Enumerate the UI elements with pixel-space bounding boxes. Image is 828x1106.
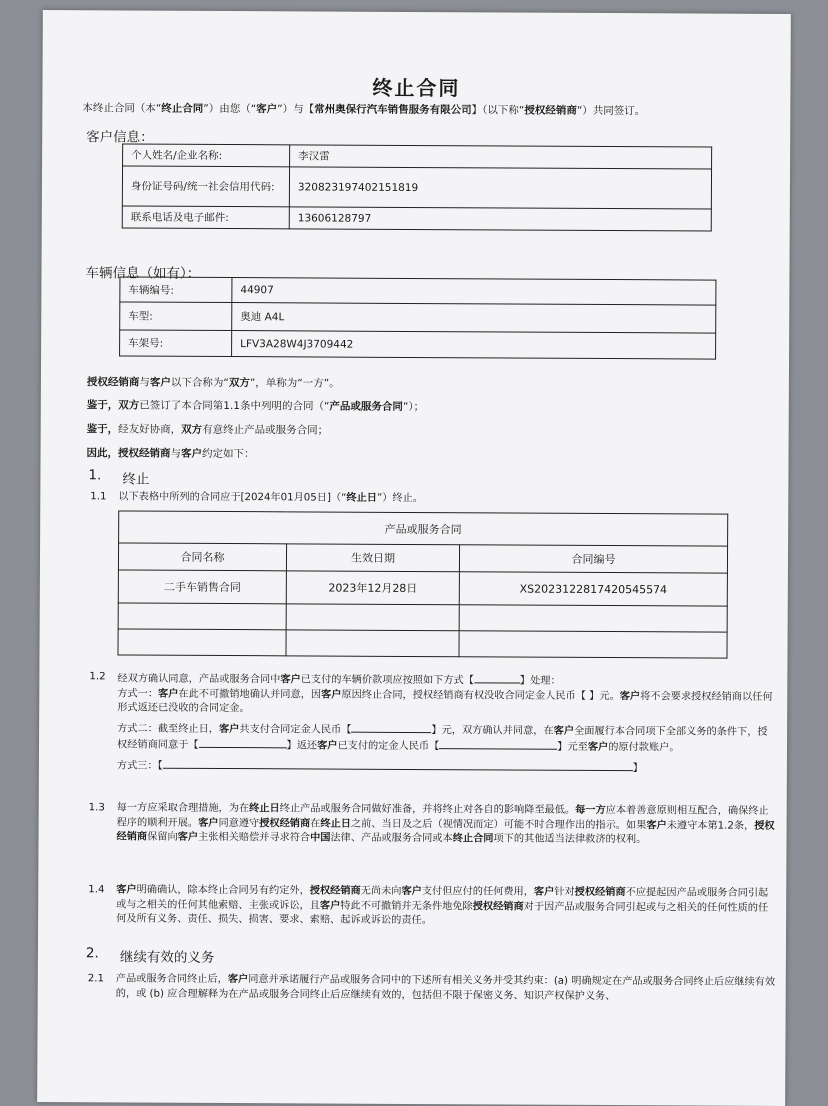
table-row [118, 570, 727, 606]
contract-paper [37, 10, 791, 1106]
column-header: 合同名称 [118, 543, 286, 571]
table-row [118, 629, 727, 658]
table-row [120, 330, 716, 359]
field-value: 44907 [232, 278, 716, 306]
customer-table [122, 143, 712, 231]
field-value: 13606128797 [289, 207, 711, 231]
field-label: 车辆编号: [120, 277, 232, 303]
whereas-2: 鉴于，经友好协商，双方有意终止产品或服务合同； [86, 423, 329, 437]
clause-number: 1.2 [89, 671, 106, 683]
table-row [122, 206, 711, 231]
table-caption: 产品或服务合同 [119, 511, 728, 546]
method-2: 方式二：截至终止日，客户共支付合同定金人民币【 】元，双方确认并同意，在客户全面履行本合同项下全部义务的条件下，授权经销商同意于【 】返还客户已支付的定金人民币【 】元至客户的原付款账户。 [116, 722, 768, 754]
table-cell [459, 631, 727, 658]
blank-line [351, 721, 431, 732]
table-cell [118, 603, 286, 630]
table-cell: 2023年12月28日 [286, 571, 459, 605]
customer-info-heading: 客户信息： [86, 129, 154, 146]
therefore-line: 因此，授权经销商与客户约定如下： [86, 447, 255, 461]
clause-1-4: 客户明确确认，除本终止合同另有约定外，授权经销商无尚未向客户支付但应付的任何费用，客户针对授权经销商不应提起因产品或服务合同引起或与之相关的任何其他索赔、主张或诉讼，且客户特此不可撤销并无条件地免除授权经销商对于因产品或服务合同引起或与之相关的任何性质的任何及所有义务、责任、损失、损害、要求、索赔、起诉或诉讼的责任。 [116, 884, 769, 927]
clause-number: 1.4 [88, 884, 105, 896]
section-2-number: 2. [85, 945, 99, 962]
blank-line [439, 738, 557, 750]
vehicle-info-heading: 车辆信息（如有）： [85, 265, 201, 282]
blank-line [199, 737, 287, 748]
clause-2-1: 产品或服务合同终止后，客户同意并承诺履行产品或服务合同中的下述所有相关义务并受其约束：(a) 明确规定在产品或服务合同终止后应继续有效的，或 (b) 应合理解释为在产品或服务合同终止后应继续有效的，包括但不限于保密义务、知识产权保护义务、 [115, 973, 776, 1002]
field-label: 个人姓名/企业名称: [123, 144, 290, 167]
field-label: 车型: [120, 302, 232, 331]
contracts-table [117, 510, 728, 658]
section-1-title: 终止 [122, 471, 150, 488]
clause-number: 1.1 [90, 491, 107, 503]
table-row [122, 166, 711, 209]
intro-paragraph: 本终止合同（本“终止合同”）由您（“客户”）与【常州奥保行汽车销售服务有限公司】（以下称“授权经销商”）共同签订。 [82, 102, 646, 118]
blank-line [163, 757, 633, 770]
whereas-1: 鉴于，双方已签订了本合同第1.1条中列明的合同（“产品或服务合同”）； [86, 399, 425, 414]
method-3: 方式三：【 】 [117, 757, 777, 777]
field-value: LFV3A28W4J3709442 [232, 331, 716, 360]
section-1-number: 1. [88, 467, 102, 484]
clause-1-2-intro: 经双方确认同意，产品或服务合同中客户已支付的车辆价款项应按照如下方式【 】处理： [117, 673, 561, 687]
vehicle-table [119, 276, 716, 359]
table-cell [286, 630, 459, 657]
field-value: 奥迪 A4L [232, 303, 716, 334]
clause-number: 1.3 [88, 802, 105, 814]
clause-1-2 [117, 670, 778, 776]
table-row [123, 144, 712, 169]
field-label: 车架号: [120, 330, 232, 357]
document-title: 终止合同 [372, 75, 461, 101]
table-header-row [119, 511, 728, 546]
blank-line [474, 672, 520, 683]
column-header: 生效日期 [286, 544, 459, 572]
table-cell [459, 605, 727, 632]
clause-1-1: 以下表格中所列的合同应于[2024年01月05日]（“终止日”）终止。 [118, 491, 424, 505]
table-cell: 二手车销售合同 [118, 570, 286, 604]
field-label: 身份证号码/统一社会信用代码: [122, 166, 289, 207]
table-cell: XS2023122817420545574 [459, 572, 727, 606]
column-header: 合同编号 [459, 545, 727, 573]
field-label: 联系电话及电子邮件: [122, 206, 289, 229]
table-header-row [118, 543, 727, 573]
table-cell [286, 604, 459, 631]
table-cell [118, 629, 286, 656]
clause-number: 2.1 [87, 973, 105, 985]
table-row [120, 302, 716, 333]
table-row [120, 277, 716, 305]
section-2-title: 继续有效的义务 [119, 949, 215, 966]
clause-1-3: 每一方应采取合理措施，为在终止日终止产品或服务合同做好准备，并将终止对各自的影响降至最低。每一方应本着善意原则相互配合，确保终止程序的顺利开展。客户同意遵守授权经销商在终止日之前、当日及之后（视情况而定）可能不时合理作出的指示。如果客户未遵守本第1.2条，授权经销商保留向客户主张相关赔偿并寻求符合中国法律、产品或服务合同或本终止合同项下的其他适当法律救济的权利。 [116, 802, 775, 846]
parties-definition: 授权经销商与客户以下合称为“双方”，单称为“一方”。 [86, 376, 340, 390]
field-value: 320823197402151819 [289, 167, 711, 209]
field-value: 李汉雷 [290, 145, 712, 169]
table-row [118, 603, 727, 632]
method-1: 方式一：客户在此不可撤销地确认并同意，因客户原因终止合同，授权经销商有权没收合同定金人民币【 】元。客户将不会要求授权经销商以任何形式返还已没收的合同定金。 [117, 687, 773, 715]
